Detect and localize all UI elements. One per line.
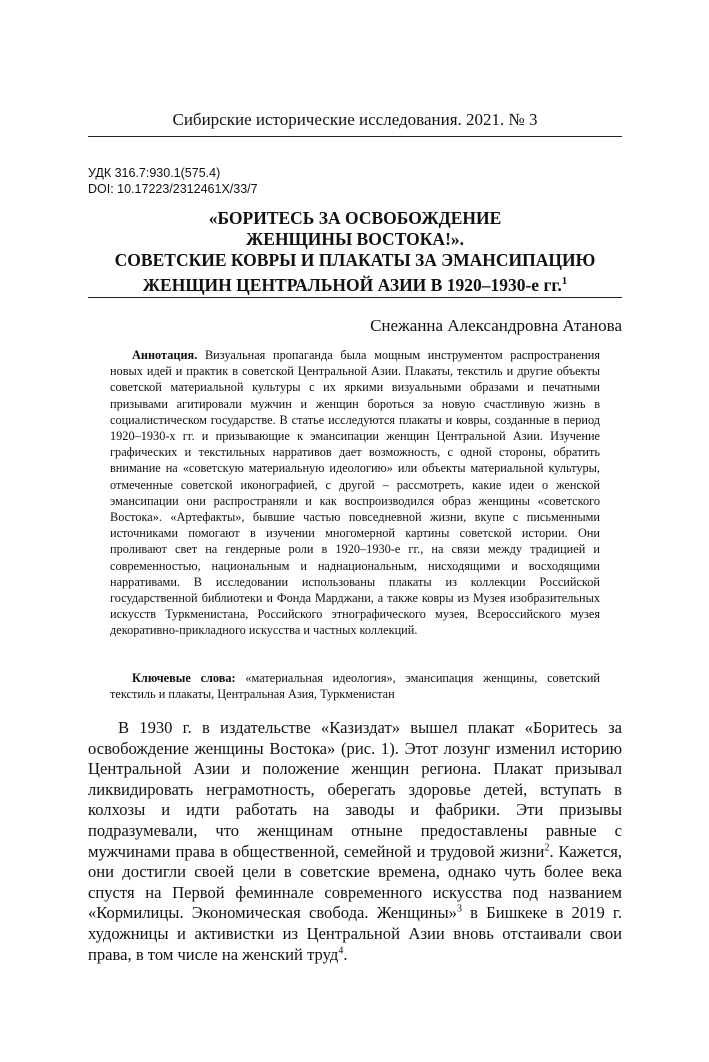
keywords-text: «материальная идеология», эмансипация женщины, советский текстиль и плакаты, Центральная Азия, Туркменистан xyxy=(110,671,600,702)
article-title xyxy=(88,208,622,296)
body-text-part-4: . xyxy=(343,944,348,964)
header-divider xyxy=(88,136,622,137)
abstract xyxy=(110,347,600,639)
title-line-1: «БОРИТЕСЬ ЗА ОСВОБОЖДЕНИЕ xyxy=(208,208,502,228)
abstract-text: Визуальная пропаганда была мощным инструментом распространения новых идей и практик в советской Центральной Азии. Плакаты, текстиль и другие объекты советской материальной культуры с их яркими визуальными образами и печатными призывами агитировали мужчин и женщин бороться за новую счастливую жизнь в социалистическом государстве. В статье исследуются плакаты и ковры, созданные в период 1920–1930-х гг. и призывающие к эмансипации женщин Центральной Азии. Изучение графических и текстильных нарративов дает возможность, с одной стороны, обратить внимание на «советскую материальную идеологию» или объекты материальной культуры, отмеченные советской иконографией, с другой – рассмотреть, какие идеи о женской эмансипации они распространяли и как воспроизводился образ женщины «советского Востока». «Артефакты», бывшие частью повседневной жизни, вкупе с письменными источниками помогают в изучении многомерной картины советской истории. Они проливают свет на гендерные роли в 1920–1930-е гг., на связи между традицией и современностью, национальным и наднациональным, нисходящими и восходящими нарративами. В исследовании использованы плакаты из коллекции Российской государственной библиотеки и Фонда Марджани, а также ковры из Музея изобразительных искусств Туркменистана, Российского этнографического музея, Всероссийского музея декоративно-прикладного искусства и частных коллекций. xyxy=(110,348,601,638)
footnote-marker-2[interactable]: 2 xyxy=(544,842,550,854)
body-text-part-1: В 1930 г. в издательстве «Казиздат» вышел плакат «Боритесь за освобождение женщины Востока» (рис. 1). Этот лозунг изменил историю Центральной Азии и положение женщин региона. Плакат призывал ликвидировать неграмотность, оберегать здоровье детей, вступать в колхозы и идти работать на заводы и фабрики. Эти призывы подразумевали, что женщинам отныне предоставлены равные с мужчинами права в общественной, семейной и трудовой жизни xyxy=(88,718,622,861)
title-line-3: СОВЕТСКИЕ КОВРЫ И ПЛАКАТЫ ЗА ЭМАНСИПАЦИЮ xyxy=(114,250,596,270)
title-line-4-text: ЖЕНЩИН ЦЕНТРАЛЬНОЙ АЗИИ В 1920–1930-е гг. xyxy=(142,274,562,295)
journal-running-header: Сибирские исторические исследования. 2021. № 3 xyxy=(172,110,538,129)
doi-link[interactable]: DOI: 10.17223/2312461X/33/7 xyxy=(88,182,258,196)
udk-code: УДК 316.7:930.1(575.4) xyxy=(88,166,221,180)
footnote-marker-4[interactable]: 4 xyxy=(338,945,344,956)
keywords-label: Ключевые слова: xyxy=(132,671,236,685)
title-line-4 xyxy=(88,271,622,296)
keywords xyxy=(110,670,600,702)
author-name: Снежанна Александровна Атанова xyxy=(370,316,622,335)
abstract-label: Аннотация. xyxy=(132,348,198,362)
body-text-part-3: в Бишкеке в 2019 г. художницы и активистки из Центральной Азии вновь отстаивали свои права, в том числе на женский труд xyxy=(88,903,622,964)
body-text-part-2: . Кажется, они достигли своей цели в советские времена, однако чуть более века спустя на Первой феминнале современного искусства под названием «Кормилицы. Экономическая свобода. Женщины» xyxy=(88,841,622,923)
footnote-marker-3[interactable]: 3 xyxy=(456,903,462,915)
title-footnote-marker[interactable]: 1 xyxy=(561,275,568,287)
title-line-2: ЖЕНЩИНЫ ВОСТОКА!». xyxy=(245,229,465,249)
title-divider xyxy=(88,297,622,298)
body-paragraph xyxy=(88,718,622,965)
